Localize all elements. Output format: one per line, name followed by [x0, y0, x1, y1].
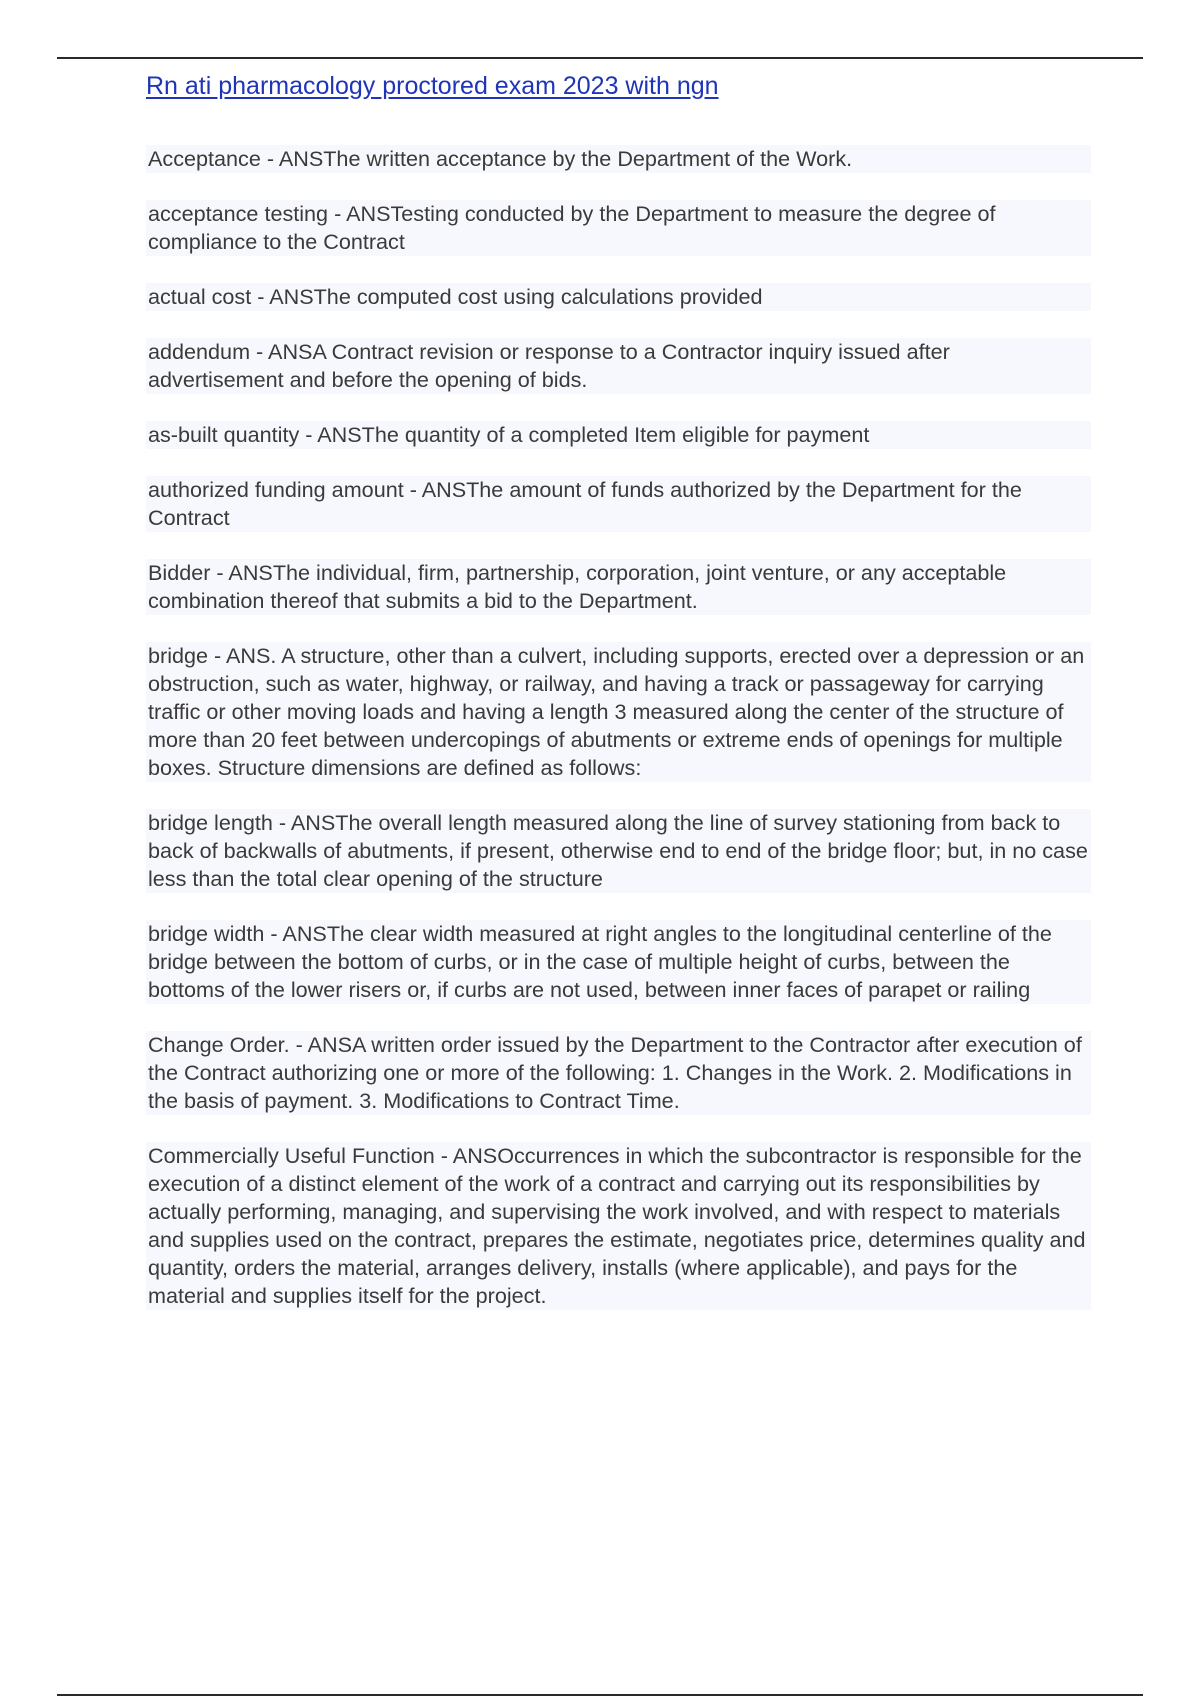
glossary-list: [146, 145, 1091, 1337]
document-title-link[interactable]: Rn ati pharmacology proctored exam 2023 with ngn: [146, 72, 719, 100]
glossary-entry: bridge length - ANSThe overall length measured along the line of survey stationing from back to back of backwalls of abutments, if present, otherwise end to end of the bridge floor; but, in no case less than the total clear opening of the structure: [146, 809, 1091, 893]
glossary-entry: authorized funding amount - ANSThe amount of funds authorized by the Department for the Contract: [146, 476, 1091, 532]
footer-rule: [57, 1694, 1143, 1696]
glossary-entry: Change Order. - ANSA written order issued by the Department to the Contractor after execution of the Contract authorizing one or more of the following: 1. Changes in the Work. 2. Modifications in the basis of payment. 3. Modifications to Contract Time.: [146, 1031, 1091, 1115]
glossary-entry: actual cost - ANSThe computed cost using calculations provided: [146, 283, 1091, 311]
glossary-entry: bridge width - ANSThe clear width measured at right angles to the longitudinal centerline of the bridge between the bottom of curbs, or in the case of multiple height of curbs, between the bottoms of the lower risers or, if curbs are not used, between inner faces of parapet or railing: [146, 920, 1091, 1004]
glossary-entry: Acceptance - ANSThe written acceptance by the Department of the Work.: [146, 145, 1091, 173]
glossary-entry: Commercially Useful Function - ANSOccurrences in which the subcontractor is responsible for the execution of a distinct element of the work of a contract and carrying out its responsibilities by actually performing, managing, and supervising the work involved, and with respect to materials and supplies used on the contract, prepares the estimate, negotiates price, determines quality and quantity, orders the material, arranges delivery, installs (where applicable), and pays for the material and supplies itself for the project.: [146, 1142, 1091, 1310]
glossary-entry: addendum - ANSA Contract revision or response to a Contractor inquiry issued after advertisement and before the opening of bids.: [146, 338, 1091, 394]
glossary-entry: bridge - ANS. A structure, other than a culvert, including supports, erected over a depression or an obstruction, such as water, highway, or railway, and having a track or passageway for carrying traffic or other moving loads and having a length 3 measured along the center of the structure of more than 20 feet between undercopings of abutments or extreme ends of openings for multiple boxes. Structure dimensions are defined as follows:: [146, 642, 1091, 782]
glossary-entry: as-built quantity - ANSThe quantity of a completed Item eligible for payment: [146, 421, 1091, 449]
header-rule: [57, 57, 1143, 59]
glossary-entry: Bidder - ANSThe individual, firm, partnership, corporation, joint venture, or any acceptable combination thereof that submits a bid to the Department.: [146, 559, 1091, 615]
glossary-entry: acceptance testing - ANSTesting conducted by the Department to measure the degree of compliance to the Contract: [146, 200, 1091, 256]
